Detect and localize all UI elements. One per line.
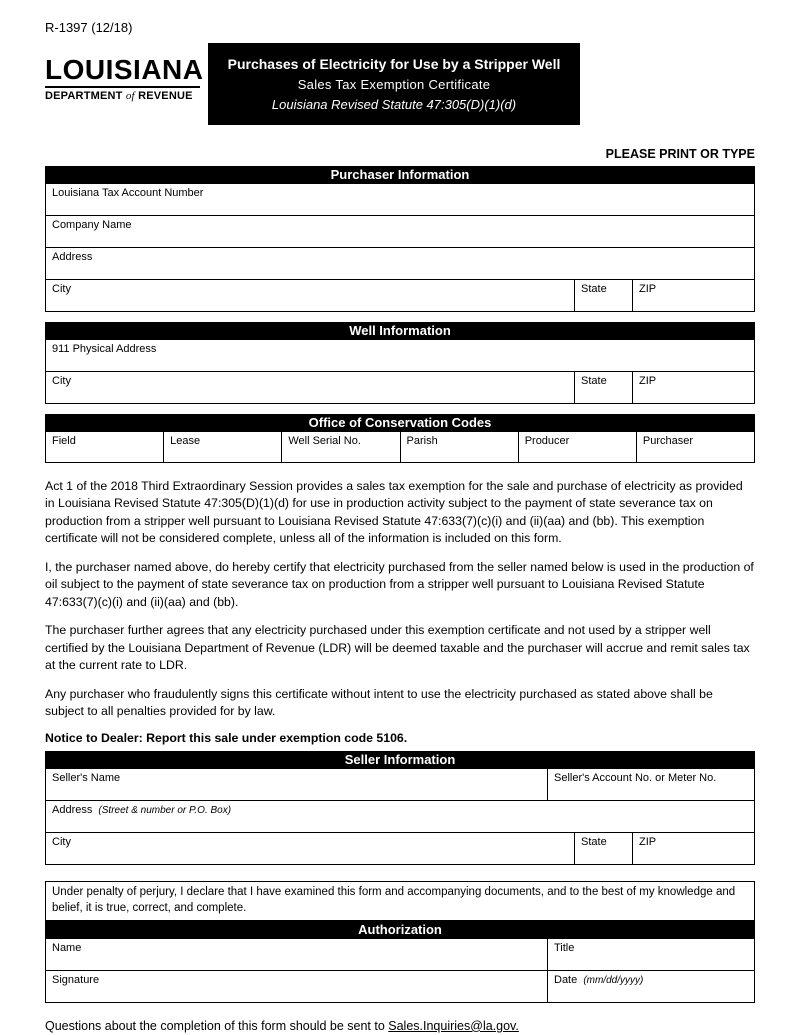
form-number: R-1397 (12/18) bbox=[45, 20, 133, 35]
field-seller-address[interactable] bbox=[46, 801, 754, 832]
field-conservation-purchaser[interactable] bbox=[636, 432, 754, 462]
logo-dept-word2: REVENUE bbox=[138, 90, 193, 103]
logo-dept-word1: DEPARTMENT bbox=[45, 90, 123, 103]
field-label: Date bbox=[554, 973, 578, 986]
paragraph-purchaser-agrees: The purchaser further agrees that any electricity purchased under this exemption certificate and not used by a stripper well certified by the Louisiana Department of Revenue (LDR) will be deemed taxable and the purchaser will accrue and remit sales tax at the current rate to LDR. bbox=[45, 623, 750, 673]
field-label: Address bbox=[52, 251, 93, 263]
field-label: Company Name bbox=[52, 219, 132, 231]
field-seller-name[interactable] bbox=[46, 769, 547, 800]
field-purchaser-city[interactable] bbox=[46, 280, 574, 311]
field-label: Well Serial No. bbox=[288, 435, 361, 447]
form-subtitle: Sales Tax Exemption Certificate bbox=[297, 77, 491, 92]
field-seller-city[interactable] bbox=[46, 833, 574, 864]
form-title-block bbox=[208, 43, 580, 125]
table-row bbox=[45, 971, 755, 1003]
field-label: City bbox=[52, 375, 71, 387]
field-label: City bbox=[52, 836, 71, 849]
field-seller-state[interactable] bbox=[574, 833, 632, 864]
authorization-section bbox=[45, 881, 755, 1002]
field-authorization-title[interactable] bbox=[547, 939, 754, 970]
field-label-hint: (mm/dd/yyyy) bbox=[583, 974, 644, 986]
table-row bbox=[45, 801, 755, 833]
footer-text: Questions about the completion of this form should be sent to bbox=[45, 1018, 389, 1033]
table-row bbox=[45, 432, 755, 463]
field-label: State bbox=[581, 283, 607, 295]
field-well-city[interactable] bbox=[46, 372, 574, 403]
field-label: Purchaser bbox=[642, 435, 693, 447]
field-label: Address bbox=[52, 804, 93, 817]
field-label: Louisiana Tax Account Number bbox=[52, 187, 204, 199]
field-signature[interactable] bbox=[46, 971, 547, 1002]
table-row bbox=[45, 280, 755, 312]
paragraph-purchaser-certify: I, the purchaser named above, do hereby certify that electricity purchased from the seller named below is used in the production of oil subject to the payment of state severance tax on production from a stripper well pursuant to Louisiana Revised Statute 47:633(7)(c)(i) and (ii)(aa) and (bb). bbox=[45, 559, 754, 609]
table-row bbox=[45, 769, 755, 801]
field-purchaser-zip[interactable] bbox=[632, 280, 754, 311]
table-row bbox=[45, 216, 755, 248]
field-label: Seller's Name bbox=[52, 772, 121, 785]
field-label: Parish bbox=[406, 435, 438, 447]
seller-section bbox=[45, 751, 755, 865]
well-section bbox=[45, 322, 755, 404]
notice-to-dealer: Notice to Dealer: Report this sale under exemption code 5106. bbox=[45, 731, 408, 746]
well-section-header: Well Information bbox=[45, 322, 755, 340]
field-date[interactable] bbox=[547, 971, 754, 1002]
logo-department-line bbox=[45, 86, 200, 102]
field-well-state[interactable] bbox=[574, 372, 632, 403]
table-row bbox=[45, 184, 755, 216]
field-louisiana-tax-account-number[interactable] bbox=[46, 184, 754, 215]
field-conservation-producer[interactable] bbox=[518, 432, 636, 462]
field-well-zip[interactable] bbox=[632, 372, 754, 403]
field-conservation-lease[interactable] bbox=[163, 432, 281, 462]
field-label: ZIP bbox=[639, 375, 657, 387]
logo-dept-of: of bbox=[125, 90, 135, 103]
form-header bbox=[45, 43, 755, 125]
field-label: ZIP bbox=[639, 836, 657, 849]
field-label: Title bbox=[554, 941, 575, 954]
table-row bbox=[45, 248, 755, 280]
field-label: Field bbox=[52, 435, 76, 447]
seller-section-header: Seller Information bbox=[45, 751, 755, 769]
footer-note bbox=[45, 1019, 755, 1033]
purchaser-section-header: Purchaser Information bbox=[45, 166, 755, 184]
field-label: 911 Physical Address bbox=[52, 343, 157, 355]
field-label: State bbox=[581, 375, 607, 387]
purchaser-section bbox=[45, 166, 755, 312]
field-conservation-field[interactable] bbox=[46, 432, 163, 462]
field-purchaser-state[interactable] bbox=[574, 280, 632, 311]
field-conservation-parish[interactable] bbox=[400, 432, 518, 462]
conservation-codes-section bbox=[45, 414, 755, 463]
field-label-hint: (Street & number or P.O. Box) bbox=[98, 805, 232, 817]
field-911-physical-address[interactable] bbox=[46, 340, 754, 371]
field-purchaser-address[interactable] bbox=[46, 248, 754, 279]
table-row bbox=[45, 340, 755, 372]
authorization-section-header: Authorization bbox=[45, 921, 755, 939]
field-label: City bbox=[52, 283, 71, 295]
field-label: Name bbox=[52, 941, 82, 954]
certificate-text bbox=[45, 478, 755, 720]
field-seller-account-no[interactable] bbox=[547, 769, 754, 800]
table-row bbox=[45, 939, 755, 971]
paragraph-act-exemption: Act 1 of the 2018 Third Extraordinary Session provides a sales tax exemption for the sale and purchase of electricity as provided in Louisiana Revised Statute 47:305(D)(1)(d) for use in production activity subject to the payment of state severance tax on production from a stripper well pursuant to Louisiana Revised Statute 47:633(7)(c)(i) and (ii)(aa) and (bb). This exemption certificate will not be considered complete, unless all of the information is included on this form. bbox=[45, 479, 743, 546]
print-or-type-notice: PLEASE PRINT OR TYPE bbox=[605, 147, 755, 161]
field-authorization-name[interactable] bbox=[46, 939, 547, 970]
field-label: Signature bbox=[52, 973, 100, 986]
form-statute: Louisiana Revised Statute 47:305(D)(1)(d) bbox=[271, 97, 517, 112]
logo-name: LOUISIANA bbox=[45, 54, 204, 85]
conservation-section-header: Office of Conservation Codes bbox=[45, 414, 755, 432]
table-row bbox=[45, 372, 755, 404]
field-company-name[interactable] bbox=[46, 216, 754, 247]
field-label: Producer bbox=[524, 435, 570, 447]
table-row bbox=[45, 833, 755, 865]
field-label: Lease bbox=[170, 435, 201, 447]
paragraph-fraud-penalty: Any purchaser who fraudulently signs this certificate without intent to use the electricity purchased as stated above shall be subject to all penalties provided for by law. bbox=[45, 686, 713, 718]
field-label: State bbox=[581, 836, 607, 849]
field-label: Seller's Account No. or Meter No. bbox=[554, 772, 717, 785]
field-label: ZIP bbox=[639, 283, 657, 295]
email-link[interactable]: Sales.Inquiries@la.gov. bbox=[388, 1018, 519, 1033]
field-conservation-well-serial-no[interactable] bbox=[281, 432, 399, 462]
field-seller-zip[interactable] bbox=[632, 833, 754, 864]
perjury-statement: Under penalty of perjury, I declare that I have examined this form and accompanying documents, and to the best of my knowledge and belief, it is true, correct, and complete. bbox=[45, 881, 755, 920]
form-title: Purchases of Electricity for Use by a Stripper Well bbox=[227, 56, 561, 72]
ldr-logo bbox=[45, 43, 204, 103]
